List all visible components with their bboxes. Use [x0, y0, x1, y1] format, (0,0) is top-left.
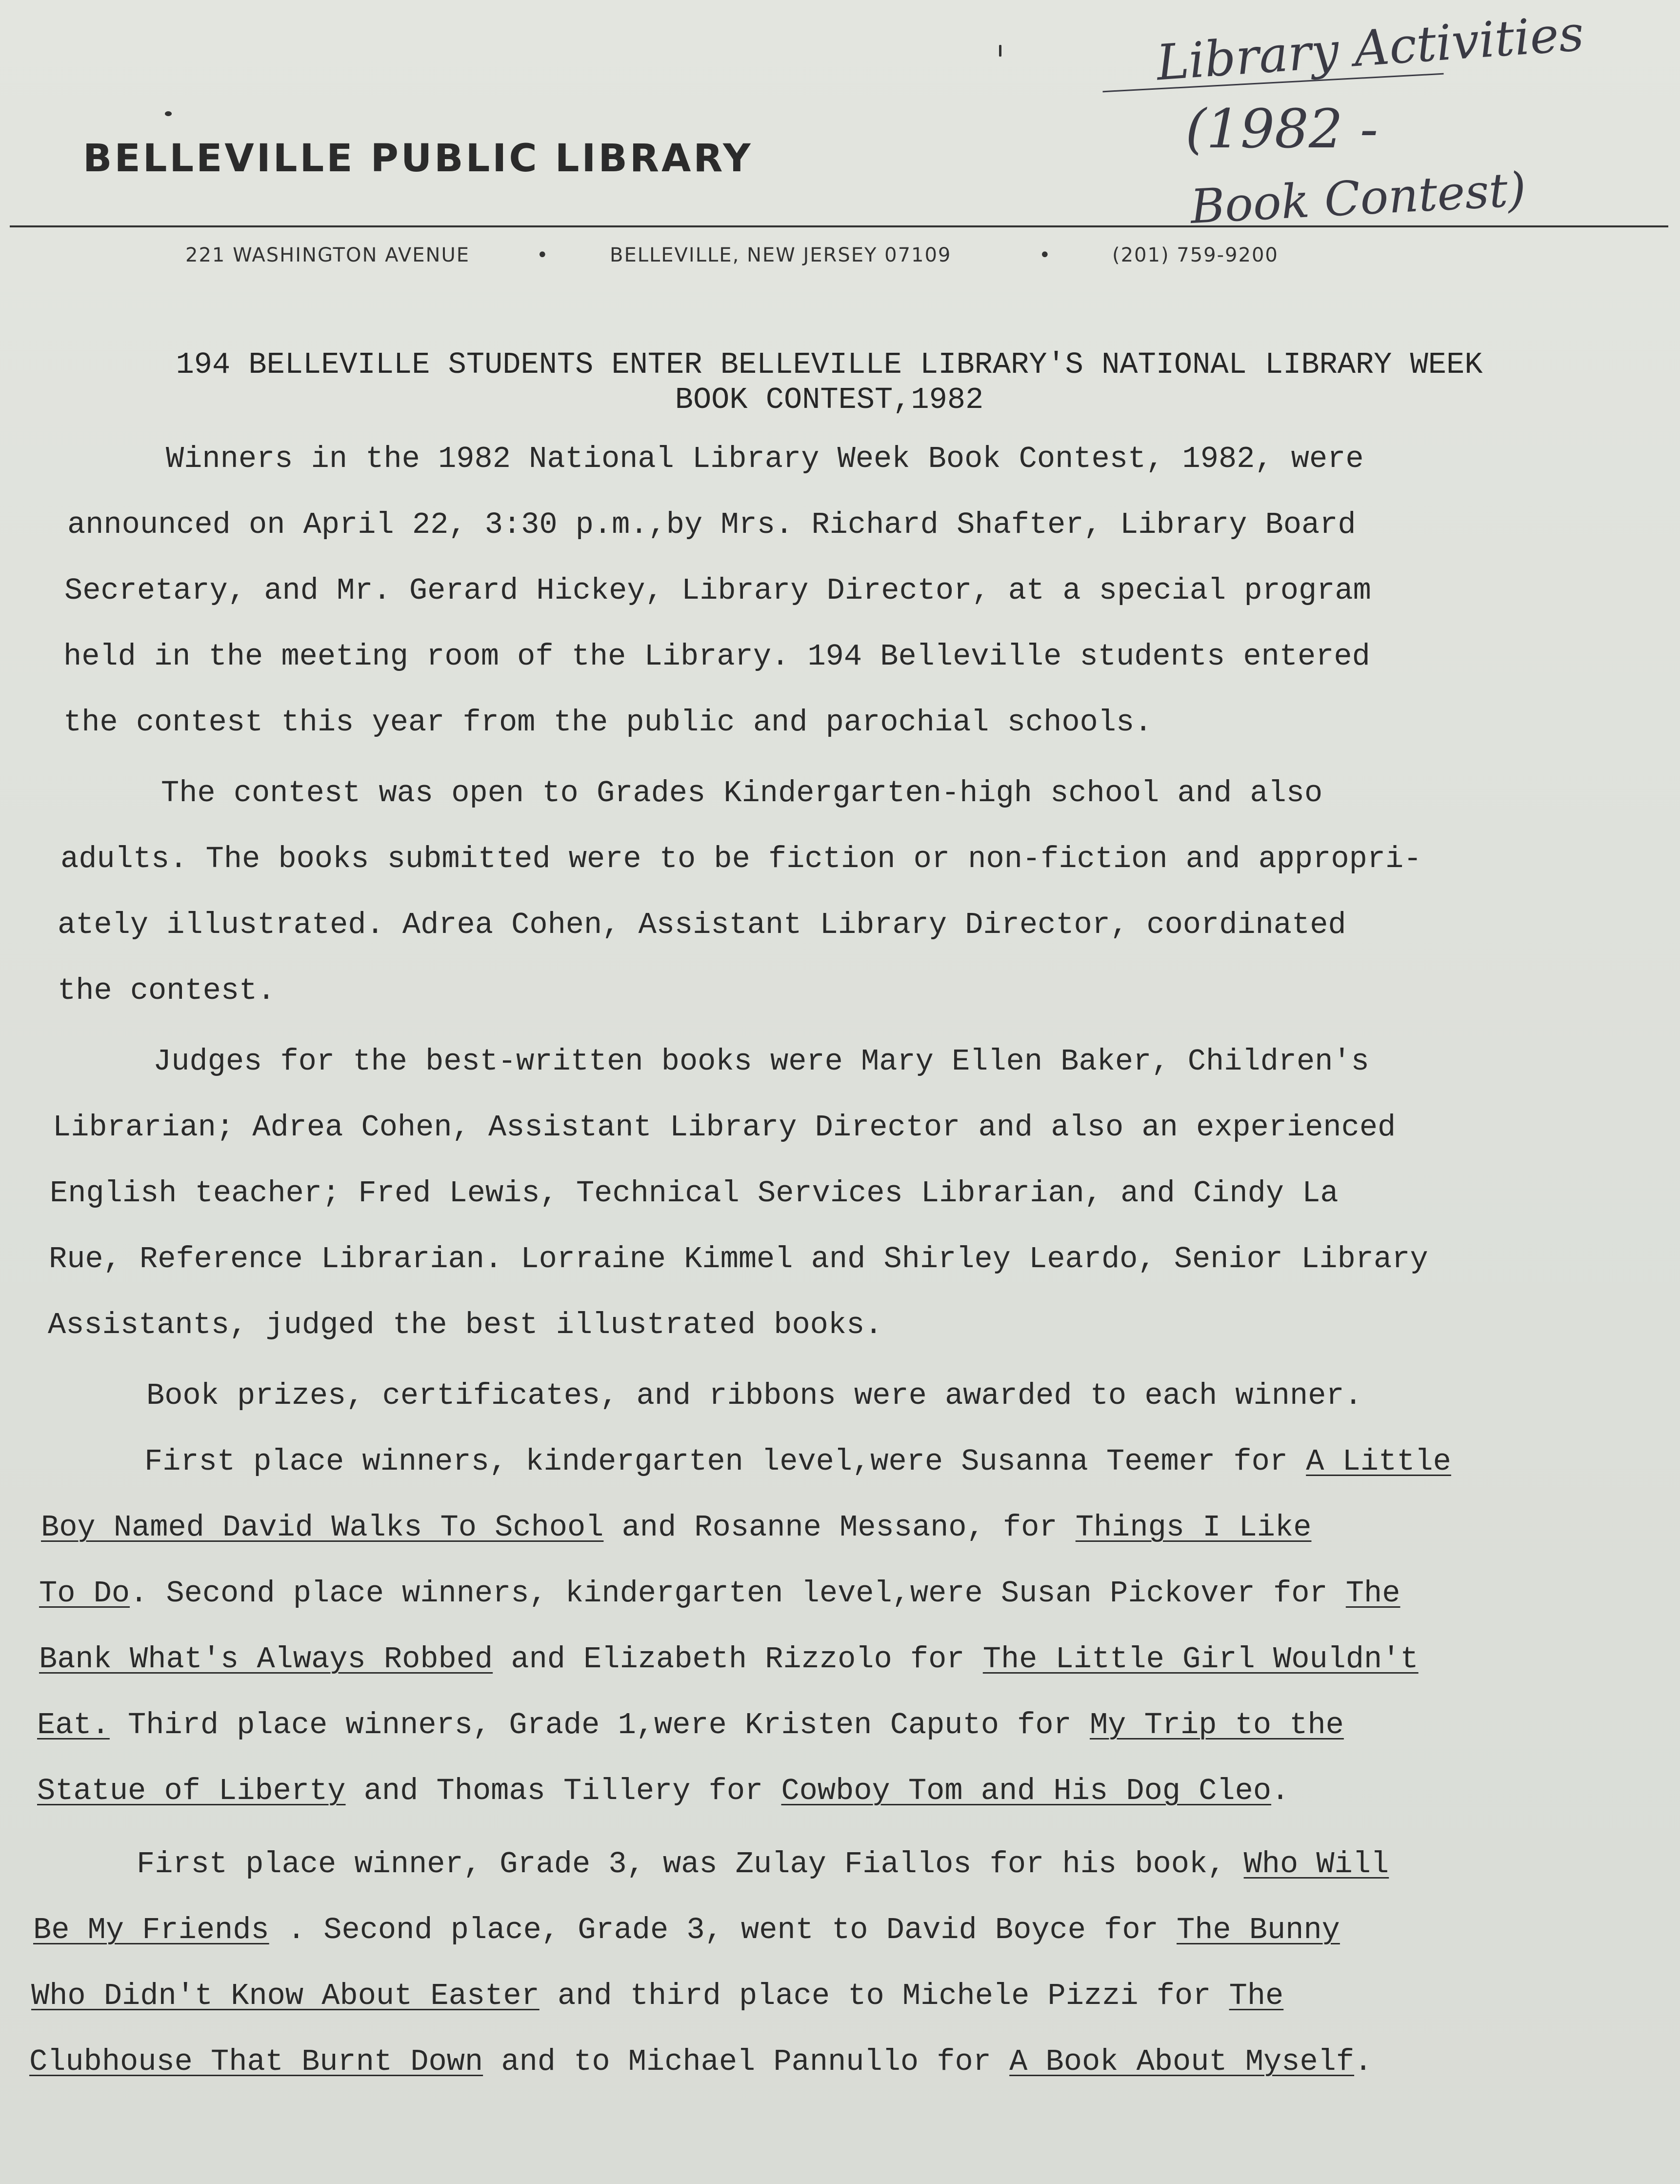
text-run: Third place winners, Grade 1,were Kristen Caputo for	[109, 1708, 1090, 1742]
text-run: .	[1354, 2044, 1373, 2079]
book-title: Bank What's Always Robbed	[39, 1642, 493, 1677]
body-line: English teacher; Fred Lewis, Technical Services Librarian, and Cindy La	[50, 1176, 1339, 1211]
body-line: the contest.	[58, 973, 276, 1008]
body-line	[37, 1708, 1344, 1742]
body-line	[41, 1510, 1311, 1545]
body-line: held in the meeting room of the Library. 194 Belleville students entered	[63, 639, 1370, 674]
body-line: Assistants, judged the best illustrated books.	[48, 1308, 883, 1342]
address-separator: •	[537, 244, 549, 266]
body-line	[29, 2044, 1372, 2079]
body-line: the contest this year from the public and parochial schools.	[63, 705, 1153, 740]
letterhead-phone: (201) 759-9200	[1112, 244, 1279, 266]
handwritten-note-line1: Library Activities	[1154, 4, 1586, 92]
letterhead-divider	[10, 225, 1668, 227]
book-title: A Little	[1306, 1444, 1451, 1479]
press-release-headline: 194 BELLEVILLE STUDENTS ENTER BELLEVILLE LIBRARY'S NATIONAL LIBRARY WEEK BOOK CONTEST,1982	[176, 347, 1483, 417]
text-run: . Second place, Grade 3, went to David Boyce for	[269, 1913, 1177, 1947]
letterhead-library-name: BELLEVILLE PUBLIC LIBRARY	[83, 137, 753, 181]
book-title: Be My Friends	[33, 1913, 269, 1947]
book-title: Cowboy Tom and His Dog Cleo	[781, 1774, 1272, 1808]
body-line: Book prizes, certificates, and ribbons were awarded to each winner.	[146, 1378, 1362, 1413]
body-line: The contest was open to Grades Kindergarten-high school and also	[161, 776, 1323, 810]
book-title: Boy Named David Walks To School	[41, 1510, 604, 1545]
body-line: adults. The books submitted were to be fiction or non-fiction and appropri-	[60, 842, 1422, 876]
text-run: First place winners, kindergarten level,were Susanna Teemer for	[144, 1444, 1306, 1479]
body-line: Winners in the 1982 National Library Week Book Contest, 1982, were	[166, 442, 1364, 476]
body-line	[31, 1979, 1283, 2013]
body-line	[144, 1444, 1451, 1479]
book-title: A Book About Myself	[1009, 2044, 1355, 2079]
text-run: and Thomas Tillery for	[345, 1774, 781, 1808]
book-title: Eat.	[37, 1708, 110, 1742]
letterhead-city: BELLEVILLE, NEW JERSEY 07109	[610, 244, 952, 266]
body-line	[137, 1847, 1389, 1881]
text-run: . Second place winners, kindergarten level,were Susan Pickover for	[130, 1576, 1346, 1611]
handwritten-note-line3: Book Contest)	[1189, 162, 1528, 234]
text-run: and Rosanne Messano, for	[603, 1510, 1076, 1545]
text-run: and to Michael Pannullo for	[483, 2044, 1010, 2079]
body-line	[37, 1774, 1289, 1808]
book-title: Who Didn't Know About Easter	[31, 1979, 540, 2013]
book-title: Clubhouse That Burnt Down	[29, 2044, 483, 2079]
address-separator: •	[1039, 244, 1052, 266]
book-title: Statue of Liberty	[37, 1774, 346, 1808]
text-run: and Elizabeth Rizzolo for	[493, 1642, 983, 1677]
body-line: ately illustrated. Adrea Cohen, Assistant Library Director, coordinated	[58, 908, 1346, 942]
ink-speck	[999, 45, 1001, 57]
body-line	[39, 1576, 1400, 1611]
body-line: Librarian; Adrea Cohen, Assistant Library Director and also an experienced	[53, 1110, 1396, 1145]
book-title: Who Will	[1243, 1847, 1389, 1881]
letterhead-street: 221 WASHINGTON AVENUE	[185, 244, 470, 266]
text-run: and third place to Michele Pizzi for	[539, 1979, 1229, 2013]
text-run: First place winner, Grade 3, was Zulay Fiallos for his book,	[137, 1847, 1244, 1881]
body-line: announced on April 22, 3:30 p.m.,by Mrs. Richard Shafter, Library Board	[67, 507, 1356, 542]
book-title: To Do	[39, 1576, 130, 1611]
book-title: The Little Girl Wouldn't	[982, 1642, 1419, 1677]
book-title: The Bunny	[1177, 1913, 1340, 1947]
book-title: The	[1345, 1576, 1400, 1611]
book-title: My Trip to the	[1089, 1708, 1344, 1742]
ink-speck	[165, 111, 172, 116]
handwritten-note-line2: (1982 -	[1185, 98, 1378, 160]
body-line	[39, 1642, 1419, 1677]
book-title: Things I Like	[1075, 1510, 1312, 1545]
book-title: The	[1229, 1979, 1284, 2013]
text-run: .	[1271, 1774, 1290, 1808]
body-line: Rue, Reference Librarian. Lorraine Kimmel and Shirley Leardo, Senior Library	[49, 1242, 1428, 1276]
body-line: Judges for the best-written books were Mary Ellen Baker, Children's	[153, 1044, 1369, 1079]
body-line: Secretary, and Mr. Gerard Hickey, Library Director, at a special program	[64, 573, 1371, 608]
body-line	[33, 1913, 1340, 1947]
